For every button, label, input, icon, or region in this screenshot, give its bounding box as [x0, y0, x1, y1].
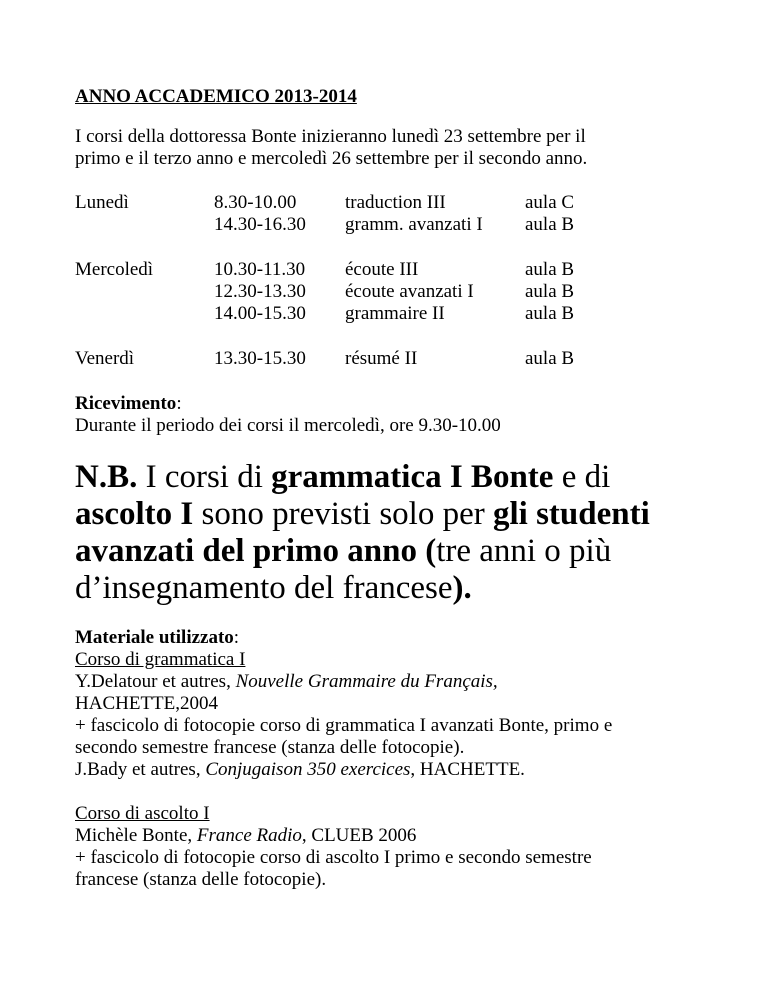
schedule-course: gramm. avanzati I [345, 214, 483, 235]
schedule-time: 14.00-15.30 [214, 303, 306, 324]
reference-author: Michèle Bonte, [75, 825, 197, 846]
nb-emphasis: ). [452, 570, 472, 606]
reference-line [75, 671, 715, 693]
reference-line [75, 759, 715, 781]
materiale-heading [75, 627, 715, 649]
schedule-room: aula C [525, 192, 575, 213]
materiale-section [75, 627, 715, 891]
schedule-time: 14.30-16.30 [214, 214, 306, 235]
spacer [75, 781, 715, 803]
nb-text: tre anni o più [436, 533, 612, 569]
intro-line: I corsi della dottoressa Bonte inizieranno lunedì 23 settembre per il [75, 126, 586, 147]
schedule-course: écoute III [345, 259, 419, 280]
schedule-room: aula B [525, 214, 575, 235]
schedule-row-mercoledi [75, 259, 715, 325]
schedule-room: aula B [525, 259, 575, 280]
nb-text: I corsi di [137, 459, 272, 495]
nb-notice [75, 459, 715, 607]
reference-author: Y.Delatour et autres, [75, 671, 236, 692]
nb-text: e di [553, 459, 611, 495]
schedule-day: Lunedì [75, 192, 129, 213]
schedule-course: grammaire II [345, 303, 445, 324]
reference-title: Nouvelle Grammaire du Français, [235, 671, 498, 692]
schedule-room: aula B [525, 348, 575, 369]
ricevimento-colon: : [176, 393, 182, 414]
nb-text: d’insegnamento del francese [75, 570, 453, 606]
schedule-course: résumé II [345, 348, 418, 369]
materiale-colon: : [233, 627, 240, 648]
reference-publisher: , HACHETTE. [410, 759, 525, 780]
schedule-courses [345, 192, 525, 236]
schedule-day: Mercoledì [75, 259, 154, 280]
schedule-rooms [525, 259, 605, 325]
schedule-room: aula B [525, 281, 575, 302]
schedule-time: 12.30-13.30 [214, 281, 306, 302]
schedule-time: 10.30-11.30 [214, 259, 306, 280]
schedule-table [75, 192, 715, 370]
nb-emphasis: ascolto I [75, 496, 194, 532]
schedule-course: écoute avanzati I [345, 281, 474, 302]
nb-emphasis: gli studenti [492, 496, 650, 532]
reference-line: francese (stanza delle fotocopie). [75, 869, 327, 890]
ascolto-heading: Corso di ascolto I [75, 803, 210, 824]
schedule-day: Venerdì [75, 348, 135, 369]
reference-line [75, 825, 715, 847]
ricevimento-text: Durante il periodo dei corsi il mercoledì, ore 9.30-10.00 [75, 415, 501, 436]
reference-publisher: , CLUEB 2006 [301, 825, 417, 846]
reference-line: + fascicolo di fotocopie corso di ascolto I primo e secondo semestre [75, 847, 592, 868]
nb-text: sono previsti solo per [193, 496, 493, 532]
intro-line: primo e il terzo anno e mercoledì 26 settembre per il secondo anno. [75, 148, 588, 169]
reference-title: Conjugaison 350 exercices [205, 759, 411, 780]
schedule-times [214, 348, 345, 370]
schedule-row-venerdi [75, 348, 715, 370]
reference-author: J.Bady et autres, [75, 759, 206, 780]
schedule-rooms [525, 192, 605, 236]
nb-emphasis: grammatica I Bonte [271, 459, 554, 495]
schedule-rooms [525, 348, 605, 370]
schedule-times [214, 192, 345, 236]
ricevimento-label: Ricevimento [75, 393, 177, 414]
schedule-room: aula B [525, 303, 575, 324]
schedule-course: traduction III [345, 192, 446, 213]
schedule-courses [345, 259, 525, 325]
schedule-row-lunedi [75, 192, 715, 236]
grammatica-heading: Corso di grammatica I [75, 649, 246, 670]
schedule-time: 13.30-15.30 [214, 348, 306, 369]
reference-line: + fascicolo di fotocopie corso di grammatica I avanzati Bonte, primo e [75, 715, 613, 736]
intro-paragraph [75, 126, 715, 170]
nb-line [75, 459, 715, 496]
document-title: ANNO ACCADEMICO 2013-2014 [75, 86, 357, 107]
materiale-label: Materiale utilizzato [75, 627, 234, 648]
nb-label: N.B. [75, 459, 138, 495]
nb-line [75, 533, 715, 570]
reference-line: secondo semestre francese (stanza delle fotocopie). [75, 737, 465, 758]
schedule-courses [345, 348, 525, 370]
schedule-times [214, 259, 345, 325]
reference-line: HACHETTE,2004 [75, 693, 219, 714]
schedule-time: 8.30-10.00 [214, 192, 297, 213]
ricevimento-heading [75, 393, 715, 415]
ricevimento-section [75, 393, 715, 437]
nb-emphasis: avanzati del primo anno ( [75, 533, 437, 569]
nb-line [75, 570, 715, 607]
nb-line [75, 496, 715, 533]
document-page [75, 86, 715, 891]
reference-title: France Radio [196, 825, 302, 846]
